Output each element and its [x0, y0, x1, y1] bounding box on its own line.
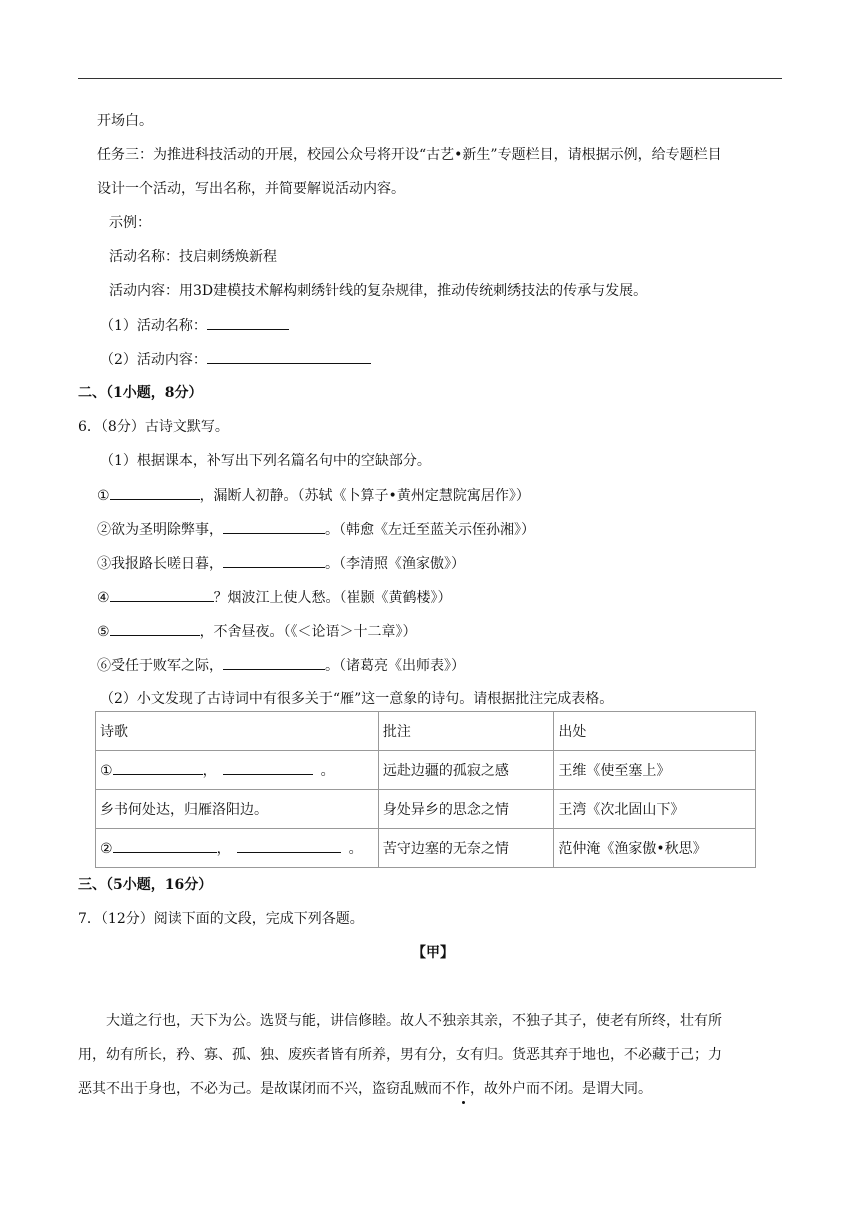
task3-line2: 设计一个活动，写出名称，并简要解说活动内容。 — [97, 181, 405, 197]
header-rule — [78, 78, 782, 79]
task3-line1: 任务三：为推进科技活动的开展，校园公众号将开设“古艺•新生”专题栏目，请根据示例，给专题栏目 — [97, 147, 722, 163]
yan-imagery-table — [95, 711, 756, 868]
cell-period: 。 — [348, 841, 363, 857]
item-text-after: ？烟波江上使人愁。（崔颢《黄鹤楼》） — [213, 590, 452, 606]
table-blank-2a[interactable] — [113, 838, 217, 853]
cell-comma: ， — [216, 841, 231, 857]
item-number: ① — [97, 488, 110, 504]
table-row — [96, 751, 756, 790]
part1-intro: （1）根据课本，补写出下列名篇名句中的空缺部分。 — [100, 453, 431, 469]
q1-label: （1）活动名称： — [100, 318, 207, 334]
jia-heading: 【甲】 — [412, 945, 454, 961]
part2-intro: （2）小文发现了古诗词中有很多关于“雁”这一意象的诗句。请根据批注完成表格。 — [100, 691, 614, 707]
source-cell-1: 王维《使至塞上》 — [554, 751, 756, 790]
recite-blank-2[interactable] — [223, 519, 325, 534]
example-label: 示例： — [109, 215, 151, 231]
passage-text: ，故外户而不闭。是谓大同。 — [470, 1081, 652, 1097]
note-cell-3: 苦守边塞的无奈之情 — [378, 829, 554, 868]
item-number: ⑤ — [97, 624, 110, 640]
recite-item-5 — [97, 621, 417, 642]
item-number: ③ — [97, 556, 111, 572]
item-text-after: 。（诸葛亮《出师表》） — [325, 658, 465, 674]
recite-blank-3[interactable] — [223, 553, 325, 568]
item-number: ④ — [97, 590, 110, 606]
header-note: 批注 — [378, 712, 554, 751]
q6-title: 6．（8分）古诗文默写。 — [78, 419, 229, 435]
q7-title: 7．（12分）阅读下面的文段，完成下列各题。 — [78, 911, 364, 927]
example-name: 活动名称：技启刺绣焕新程 — [109, 249, 277, 265]
recite-item-6 — [97, 655, 465, 676]
note-cell-2: 身处异乡的思念之情 — [378, 790, 554, 829]
q2-label: （2）活动内容： — [100, 352, 207, 368]
table-blank-1a[interactable] — [113, 760, 203, 775]
passage-line1: 大道之行也，天下为公。选贤与能，讲信修睦。故人不独亲其亲，不独子其子，使老有所终，壮有所 — [106, 1013, 722, 1029]
activity-content-blank[interactable] — [207, 349, 371, 364]
section3-heading: 三、（5小题，16分） — [78, 877, 213, 893]
item-text-after: ，漏断人初静。（苏轼《卜算子•黄州定慧院寓居作》） — [199, 488, 530, 504]
source-cell-3: 范仲淹《渔家傲•秋思》 — [554, 829, 756, 868]
passage-text: 恶其不出于身也，不必为己。是故谋闭而不兴，盗窃乱贼而不 — [78, 1081, 456, 1097]
header-poem: 诗歌 — [96, 712, 379, 751]
item-number: ② — [97, 522, 111, 538]
table-row — [96, 829, 756, 868]
item-text-after: 。（韩愈《左迁至蓝关示侄孙湘》） — [325, 522, 535, 538]
recite-item-2 — [97, 519, 535, 540]
task3-q1 — [100, 315, 289, 336]
item-number: ⑥ — [97, 658, 111, 674]
activity-name-blank[interactable] — [207, 315, 289, 330]
poem-cell-2: 乡书何处达，归雁洛阳边。 — [96, 790, 379, 829]
table-blank-2b[interactable] — [237, 838, 341, 853]
cell-number: ① — [100, 763, 113, 779]
recite-item-4 — [97, 587, 452, 608]
passage-line3 — [78, 1079, 652, 1099]
header-source: 出处 — [554, 712, 756, 751]
source-cell-2: 王湾《次北固山下》 — [554, 790, 756, 829]
table-blank-1b[interactable] — [223, 760, 313, 775]
item-text-after: 。（李清照《渔家傲》） — [325, 556, 465, 572]
recite-blank-5[interactable] — [110, 621, 200, 636]
item-text-before: 我报路长嗟日暮， — [111, 556, 223, 572]
emphasis-dotted-char: 作 — [456, 1081, 470, 1097]
continuation-text: 开场白。 — [97, 113, 153, 129]
task3-q2 — [100, 349, 371, 370]
cell-number: ② — [100, 841, 113, 857]
recite-blank-1[interactable] — [110, 485, 200, 500]
example-content: 活动内容：用3D建模技术解构刺绣针线的复杂规律，推动传统刺绣技法的传承与发展。 — [109, 283, 648, 299]
poem-cell-3 — [96, 829, 379, 868]
recite-item-3 — [97, 553, 465, 574]
recite-item-1 — [97, 485, 530, 506]
passage-line2: 用，幼有所长，矜、寡、孤、独、废疾者皆有所养，男有分，女有归。货恶其弃于地也，不必藏于己；力 — [78, 1047, 722, 1063]
cell-period: 。 — [320, 763, 335, 779]
poem-cell-1 — [96, 751, 379, 790]
item-text-before: 受任于败军之际， — [111, 658, 223, 674]
note-cell-1: 远赴边疆的孤寂之感 — [378, 751, 554, 790]
section2-heading: 二、（1小题，8分） — [78, 385, 203, 401]
recite-blank-6[interactable] — [223, 655, 325, 670]
table-row — [96, 790, 756, 829]
cell-comma: ， — [202, 763, 217, 779]
recite-blank-4[interactable] — [110, 587, 214, 602]
item-text-before: 欲为圣明除弊事， — [111, 522, 223, 538]
item-text-after: ，不舍昼夜。（《＜论语＞十二章》） — [199, 624, 417, 640]
table-header-row — [96, 712, 756, 751]
